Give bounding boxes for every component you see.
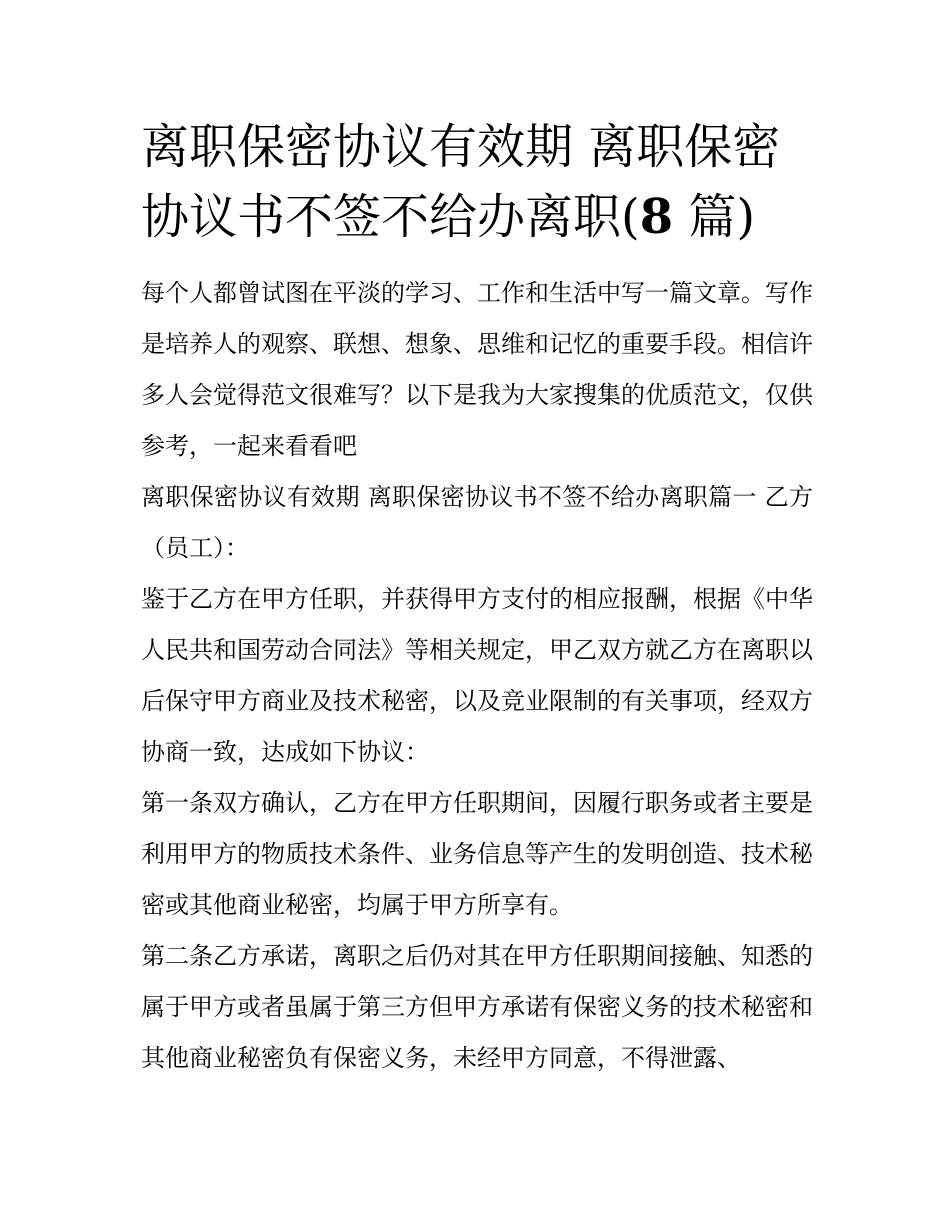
section-heading: 离职保密协议有效期 离职保密协议书不签不给办离职篇一 乙方（员工）： bbox=[141, 483, 813, 562]
title-text: 离职保密协议有效期 离职保密协议书不签不给办离职( bbox=[141, 119, 781, 245]
title-count: 8 bbox=[639, 189, 674, 245]
preamble-paragraph: 鉴于乙方在甲方任职，并获得甲方支付的相应报酬，根据《中华人民共和国劳动合同法》等相关规定，甲乙双方就乙方在离职以后保守甲方商业及技术秘密，以及竞业限制的有关事项，经双方协商一致，达成如下协议： bbox=[141, 585, 813, 766]
document-body bbox=[141, 112, 813, 1084]
article-1-paragraph: 第一条双方确认，乙方在甲方任职期间，因履行职务或者主要是利用甲方的物质技术条件、业务信息等产生的发明创造、技术秘密或其他商业秘密，均属于甲方所享有。 bbox=[141, 789, 813, 919]
intro-paragraph: 每个人都曾试图在平淡的学习、工作和生活中写一篇文章。写作是培养人的观察、联想、想象、思维和记忆的重要手段。相信许多人会觉得范文很难写？以下是我为大家搜集的优质范文，仅供参考，一起来看看吧 bbox=[141, 279, 813, 460]
article-2-paragraph: 第二条乙方承诺，离职之后仍对其在甲方任职期间接触、知悉的属于甲方或者虽属于第三方但甲方承诺有保密义务的技术秘密和其他商业秘密负有保密义务，未经甲方同意，不得泄露、 bbox=[141, 942, 813, 1072]
document-title bbox=[141, 112, 813, 252]
title-suffix: 篇) bbox=[673, 189, 756, 245]
